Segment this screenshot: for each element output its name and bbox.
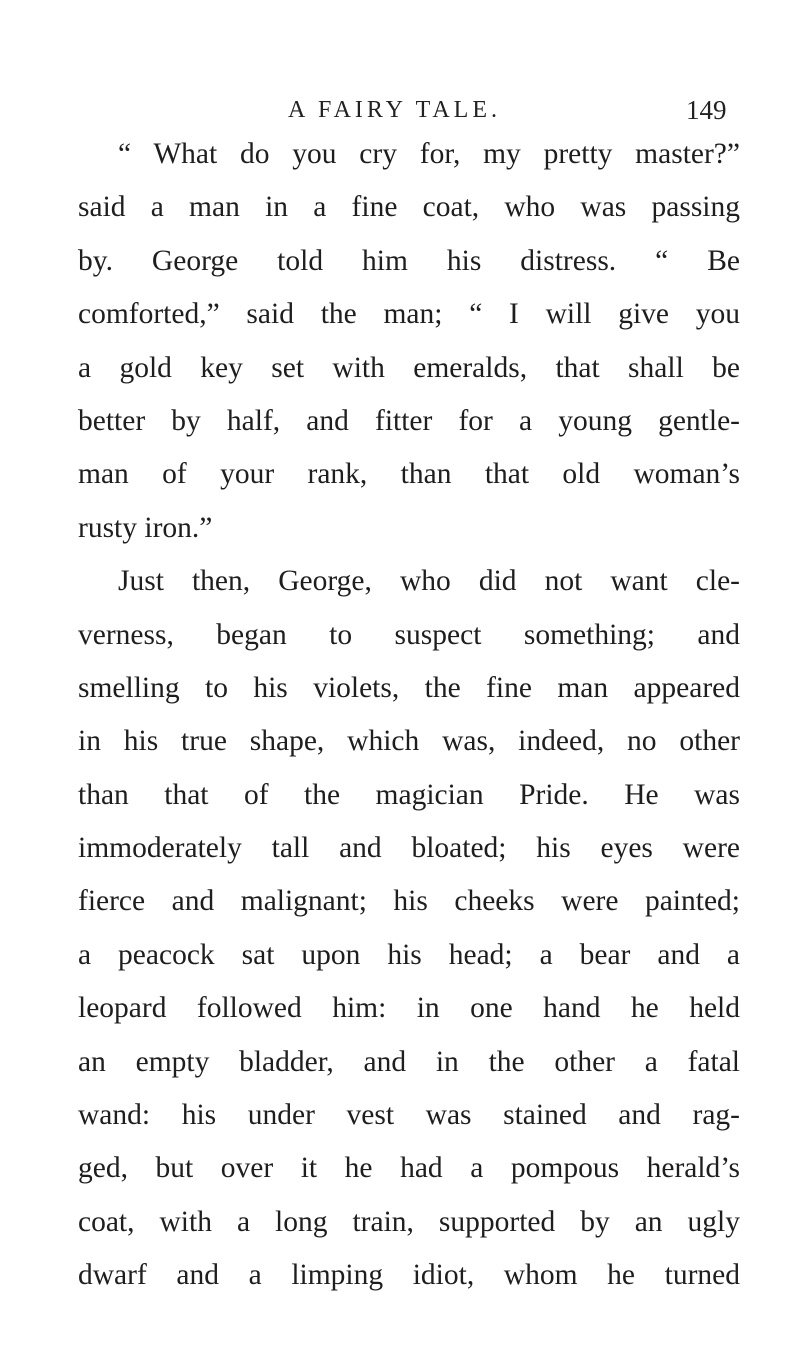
text-line: Just then, George, who did not want cle- xyxy=(118,565,740,598)
text-line: immoderately tall and bloated; his eyes were xyxy=(78,832,740,865)
text-line: said a man in a fine coat, who was passing xyxy=(78,191,740,224)
text-line: than that of the magician Pride. He was xyxy=(78,778,740,811)
page-number: 149 xyxy=(686,95,727,125)
text-line: coat, with a long train, supported by an ugly xyxy=(78,1205,740,1238)
text-line: “ What do you cry for, my pretty master?” xyxy=(118,138,740,170)
text-line: wand: his under vest was stained and rag- xyxy=(78,1099,740,1132)
text-line: ged, but over it he had a pompous herald’s xyxy=(78,1152,740,1185)
text-line: smelling to his violets, the fine man appeared xyxy=(78,671,740,704)
text-line: fierce and malignant; his cheeks were painted; xyxy=(78,885,740,918)
text-line: man of your rank, than that old woman’s xyxy=(78,458,740,491)
running-head xyxy=(0,90,800,130)
text-line: comforted,” said the man; “ I will give you xyxy=(78,298,740,331)
text-line: a peacock sat upon his head; a bear and a xyxy=(78,938,740,971)
text-line: rusty iron.” xyxy=(78,511,213,544)
text-line: better by half, and fitter for a young gentle- xyxy=(78,404,740,437)
running-title: A FAIRY TALE. xyxy=(288,97,501,123)
body-text xyxy=(78,128,740,1303)
text-line: verness, began to suspect something; and xyxy=(78,618,740,651)
text-line: in his true shape, which was, indeed, no other xyxy=(78,725,740,758)
text-line: a gold key set with emeralds, that shall be xyxy=(78,351,740,384)
text-line: dwarf and a limping idiot, whom he turned xyxy=(78,1259,740,1292)
text-line: leopard followed him: in one hand he held xyxy=(78,992,740,1025)
text-line: an empty bladder, and in the other a fatal xyxy=(78,1045,740,1078)
text-line: by. George told him his distress. “ Be xyxy=(78,244,740,277)
